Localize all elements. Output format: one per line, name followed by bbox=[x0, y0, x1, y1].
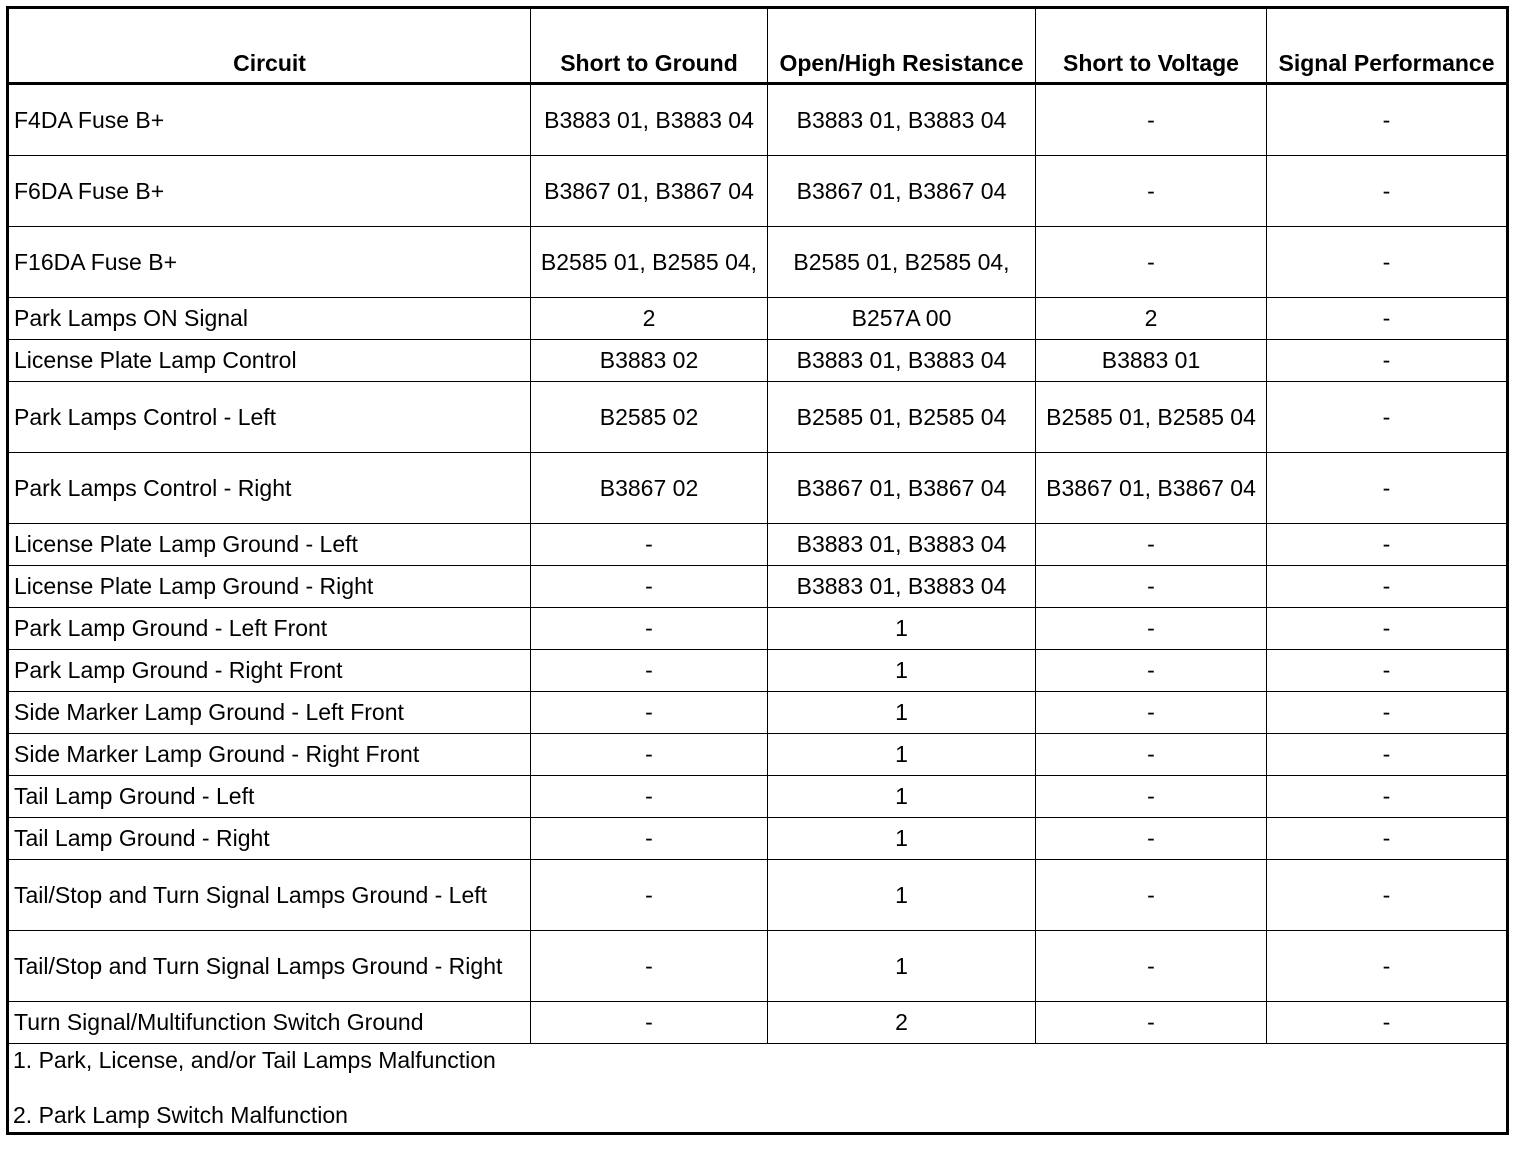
table-row bbox=[8, 298, 1508, 340]
open-high-resistance-cell: 2 bbox=[768, 1002, 1036, 1044]
signal-performance-cell: - bbox=[1267, 776, 1508, 818]
open-high-resistance-cell: B3883 01, B3883 04 bbox=[768, 84, 1036, 156]
short-to-voltage-cell: - bbox=[1036, 227, 1267, 298]
circuit-cell: License Plate Lamp Ground - Right bbox=[8, 566, 531, 608]
short-to-voltage-cell: - bbox=[1036, 566, 1267, 608]
table-row bbox=[8, 340, 1508, 382]
header-signal-performance: Signal Performance bbox=[1267, 8, 1508, 84]
circuit-cell: Side Marker Lamp Ground - Right Front bbox=[8, 734, 531, 776]
notes-cell bbox=[8, 1044, 1508, 1134]
signal-performance-cell: - bbox=[1267, 382, 1508, 453]
open-high-resistance-cell: B3867 01, B3867 04 bbox=[768, 156, 1036, 227]
short-to-voltage-cell: - bbox=[1036, 524, 1267, 566]
table-row bbox=[8, 227, 1508, 298]
short-to-voltage-cell: - bbox=[1036, 931, 1267, 1002]
circuit-cell: Tail Lamp Ground - Left bbox=[8, 776, 531, 818]
short-to-voltage-cell: - bbox=[1036, 818, 1267, 860]
table-row bbox=[8, 818, 1508, 860]
table-row bbox=[8, 382, 1508, 453]
circuit-cell: F6DA Fuse B+ bbox=[8, 156, 531, 227]
signal-performance-cell: - bbox=[1267, 84, 1508, 156]
table-row bbox=[8, 650, 1508, 692]
short-to-ground-cell: B2585 02 bbox=[531, 382, 768, 453]
short-to-ground-cell: B3883 02 bbox=[531, 340, 768, 382]
circuit-cell: Park Lamps Control - Left bbox=[8, 382, 531, 453]
header-short-to-ground: Short to Ground bbox=[531, 8, 768, 84]
circuit-fault-table bbox=[6, 6, 1509, 1135]
open-high-resistance-cell: B3883 01, B3883 04 bbox=[768, 340, 1036, 382]
table-row bbox=[8, 524, 1508, 566]
table-row bbox=[8, 608, 1508, 650]
open-high-resistance-cell: 1 bbox=[768, 776, 1036, 818]
short-to-voltage-cell: - bbox=[1036, 156, 1267, 227]
signal-performance-cell: - bbox=[1267, 340, 1508, 382]
signal-performance-cell: - bbox=[1267, 860, 1508, 931]
short-to-voltage-cell: - bbox=[1036, 84, 1267, 156]
circuit-cell: Tail Lamp Ground - Right bbox=[8, 818, 531, 860]
table-row bbox=[8, 84, 1508, 156]
signal-performance-cell: - bbox=[1267, 453, 1508, 524]
circuit-cell: License Plate Lamp Ground - Left bbox=[8, 524, 531, 566]
signal-performance-cell: - bbox=[1267, 692, 1508, 734]
open-high-resistance-cell: B257A 00 bbox=[768, 298, 1036, 340]
open-high-resistance-cell: B3867 01, B3867 04 bbox=[768, 453, 1036, 524]
table-row bbox=[8, 860, 1508, 931]
short-to-voltage-cell: 2 bbox=[1036, 298, 1267, 340]
short-to-ground-cell: - bbox=[531, 566, 768, 608]
table-row bbox=[8, 734, 1508, 776]
short-to-voltage-cell: - bbox=[1036, 1002, 1267, 1044]
short-to-voltage-cell: - bbox=[1036, 692, 1267, 734]
open-high-resistance-cell: 1 bbox=[768, 692, 1036, 734]
header-circuit: Circuit bbox=[8, 8, 531, 84]
table-row bbox=[8, 156, 1508, 227]
short-to-ground-cell: - bbox=[531, 818, 768, 860]
table-row bbox=[8, 931, 1508, 1002]
signal-performance-cell: - bbox=[1267, 608, 1508, 650]
open-high-resistance-cell: 1 bbox=[768, 734, 1036, 776]
circuit-cell: Park Lamp Ground - Left Front bbox=[8, 608, 531, 650]
short-to-ground-cell: - bbox=[531, 776, 768, 818]
short-to-voltage-cell: - bbox=[1036, 860, 1267, 931]
open-high-resistance-cell: B2585 01, B2585 04, bbox=[768, 227, 1036, 298]
open-high-resistance-cell: B3883 01, B3883 04 bbox=[768, 524, 1036, 566]
short-to-voltage-cell: - bbox=[1036, 650, 1267, 692]
circuit-cell: F16DA Fuse B+ bbox=[8, 227, 531, 298]
table-body bbox=[8, 84, 1508, 1044]
short-to-ground-cell: - bbox=[531, 734, 768, 776]
circuit-cell: F4DA Fuse B+ bbox=[8, 84, 531, 156]
signal-performance-cell: - bbox=[1267, 298, 1508, 340]
note-1: 1. Park, License, and/or Tail Lamps Malfunction bbox=[13, 1047, 496, 1073]
open-high-resistance-cell: 1 bbox=[768, 860, 1036, 931]
table-row bbox=[8, 453, 1508, 524]
circuit-cell: Park Lamps ON Signal bbox=[8, 298, 531, 340]
signal-performance-cell: - bbox=[1267, 566, 1508, 608]
signal-performance-cell: - bbox=[1267, 524, 1508, 566]
short-to-voltage-cell: - bbox=[1036, 608, 1267, 650]
short-to-voltage-cell: - bbox=[1036, 776, 1267, 818]
table-row bbox=[8, 776, 1508, 818]
circuit-cell: Park Lamps Control - Right bbox=[8, 453, 531, 524]
short-to-ground-cell: B3867 02 bbox=[531, 453, 768, 524]
short-to-ground-cell: - bbox=[531, 608, 768, 650]
notes-row bbox=[8, 1044, 1508, 1134]
header-short-to-voltage: Short to Voltage bbox=[1036, 8, 1267, 84]
circuit-cell: Park Lamp Ground - Right Front bbox=[8, 650, 531, 692]
short-to-ground-cell: - bbox=[531, 692, 768, 734]
signal-performance-cell: - bbox=[1267, 818, 1508, 860]
header-row bbox=[8, 8, 1508, 84]
short-to-ground-cell: B3867 01, B3867 04 bbox=[531, 156, 768, 227]
short-to-ground-cell: B3883 01, B3883 04 bbox=[531, 84, 768, 156]
short-to-voltage-cell: B3883 01 bbox=[1036, 340, 1267, 382]
table-row bbox=[8, 692, 1508, 734]
signal-performance-cell: - bbox=[1267, 931, 1508, 1002]
short-to-ground-cell: - bbox=[531, 524, 768, 566]
table-header bbox=[8, 8, 1508, 84]
circuit-cell: Tail/Stop and Turn Signal Lamps Ground - Left bbox=[8, 860, 531, 931]
signal-performance-cell: - bbox=[1267, 1002, 1508, 1044]
open-high-resistance-cell: 1 bbox=[768, 608, 1036, 650]
table-footer bbox=[8, 1044, 1508, 1134]
note-2: 2. Park Lamp Switch Malfunction bbox=[13, 1102, 348, 1128]
short-to-voltage-cell: B2585 01, B2585 04 bbox=[1036, 382, 1267, 453]
short-to-ground-cell: - bbox=[531, 931, 768, 1002]
short-to-ground-cell: - bbox=[531, 650, 768, 692]
short-to-voltage-cell: B3867 01, B3867 04 bbox=[1036, 453, 1267, 524]
circuit-cell: Tail/Stop and Turn Signal Lamps Ground - Right bbox=[8, 931, 531, 1002]
short-to-ground-cell: - bbox=[531, 860, 768, 931]
signal-performance-cell: - bbox=[1267, 650, 1508, 692]
signal-performance-cell: - bbox=[1267, 227, 1508, 298]
note-spacer bbox=[13, 1075, 1502, 1101]
header-open-high-resistance: Open/High Resistance bbox=[768, 8, 1036, 84]
table-row bbox=[8, 566, 1508, 608]
open-high-resistance-cell: 1 bbox=[768, 931, 1036, 1002]
short-to-voltage-cell: - bbox=[1036, 734, 1267, 776]
open-high-resistance-cell: 1 bbox=[768, 818, 1036, 860]
short-to-ground-cell: B2585 01, B2585 04, bbox=[531, 227, 768, 298]
short-to-ground-cell: 2 bbox=[531, 298, 768, 340]
open-high-resistance-cell: B3883 01, B3883 04 bbox=[768, 566, 1036, 608]
open-high-resistance-cell: B2585 01, B2585 04 bbox=[768, 382, 1036, 453]
open-high-resistance-cell: 1 bbox=[768, 650, 1036, 692]
signal-performance-cell: - bbox=[1267, 734, 1508, 776]
circuit-cell: License Plate Lamp Control bbox=[8, 340, 531, 382]
short-to-ground-cell: - bbox=[531, 1002, 768, 1044]
table-row bbox=[8, 1002, 1508, 1044]
circuit-cell: Side Marker Lamp Ground - Left Front bbox=[8, 692, 531, 734]
signal-performance-cell: - bbox=[1267, 156, 1508, 227]
circuit-cell: Turn Signal/Multifunction Switch Ground bbox=[8, 1002, 531, 1044]
